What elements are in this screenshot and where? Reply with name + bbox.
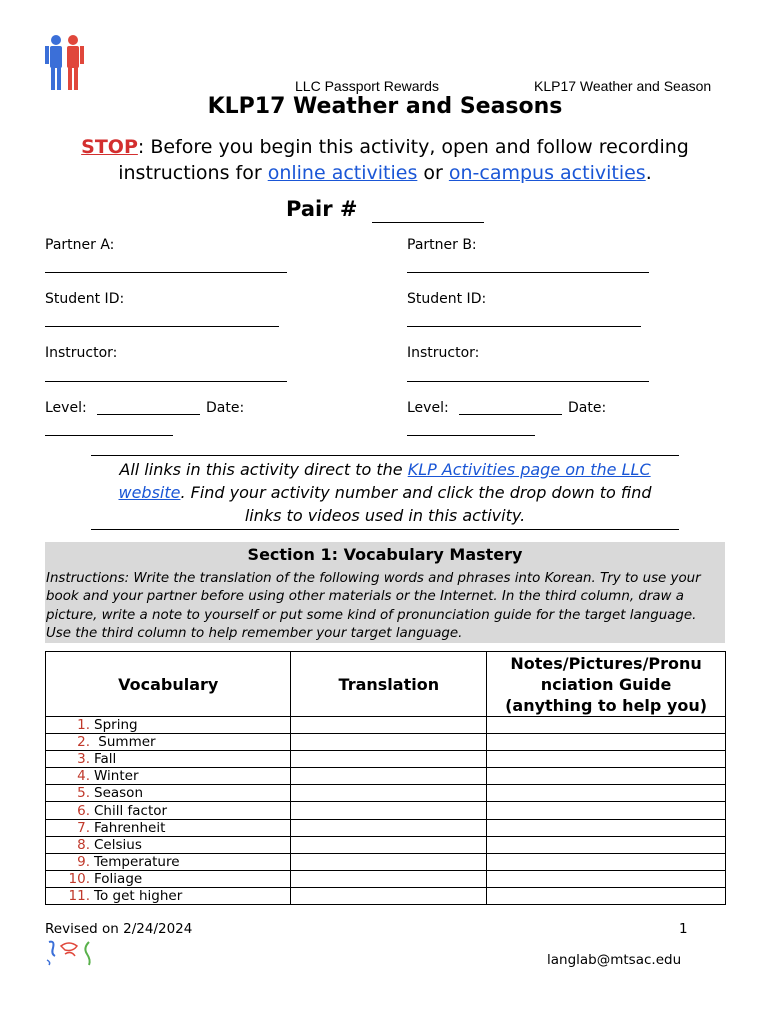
section-1-header	[45, 542, 725, 643]
table-row	[46, 785, 726, 802]
chat-bubbles-icon	[45, 938, 97, 966]
stop-or: or	[417, 162, 449, 184]
row-number: 2.	[77, 734, 90, 751]
translation-cell[interactable]	[291, 751, 487, 768]
translation-cell[interactable]	[291, 853, 487, 870]
translation-cell[interactable]	[291, 887, 487, 904]
translation-cell[interactable]	[291, 836, 487, 853]
col-header-notes: Notes/Pictures/Pronu nciation Guide (anything to help you)	[487, 652, 726, 717]
table-header-row	[46, 652, 726, 717]
table-row	[46, 734, 726, 751]
table-row	[46, 887, 726, 904]
partner-b-field[interactable]	[407, 272, 649, 273]
vocabulary-word: Spring	[94, 717, 138, 734]
translation-cell[interactable]	[291, 768, 487, 785]
stop-text-2: instructions for	[118, 162, 268, 184]
note-text-2: . Find your activity number and click the drop down to find	[180, 483, 652, 502]
stop-word: STOP	[81, 136, 138, 158]
partner-b-label: Partner B:	[407, 237, 477, 253]
student-id-a-label: Student ID:	[45, 291, 125, 307]
row-number: 6.	[77, 802, 90, 819]
vocabulary-cell	[46, 819, 291, 836]
translation-cell[interactable]	[291, 802, 487, 819]
vocabulary-cell	[46, 853, 291, 870]
col-header-vocabulary: Vocabulary	[46, 652, 291, 717]
level-b-field[interactable]	[459, 414, 562, 415]
online-activities-link[interactable]: online activities	[267, 162, 418, 184]
vocabulary-word: Summer	[94, 734, 156, 751]
row-number: 7.	[77, 819, 90, 836]
on-campus-activities-link[interactable]: on-campus activities	[448, 162, 646, 184]
translation-cell[interactable]	[291, 734, 487, 751]
lab-logo	[45, 938, 97, 966]
level-a-field[interactable]	[97, 414, 200, 415]
vocabulary-word: Fall	[94, 751, 117, 768]
vocabulary-table	[45, 651, 726, 905]
translation-cell[interactable]	[291, 870, 487, 887]
translation-cell[interactable]	[291, 819, 487, 836]
notes-cell[interactable]	[487, 717, 726, 734]
page-number: 1	[679, 921, 688, 937]
student-id-b-label: Student ID:	[407, 291, 487, 307]
vocabulary-cell	[46, 887, 291, 904]
instructor-b-label: Instructor:	[407, 345, 480, 361]
page-title: KLP17 Weather and Seasons	[207, 94, 563, 119]
vocabulary-word: Foliage	[94, 870, 143, 887]
vocabulary-word: Fahrenheit	[94, 819, 166, 836]
note-text-1: All links in this activity direct to the	[119, 460, 408, 479]
partner-a-label: Partner A:	[45, 237, 115, 253]
stop-line-2	[0, 160, 770, 186]
table-row	[46, 802, 726, 819]
table-row	[46, 819, 726, 836]
instructor-b-field[interactable]	[407, 381, 649, 382]
partner-a-field[interactable]	[45, 272, 287, 273]
vocabulary-cell	[46, 836, 291, 853]
instructor-a-label: Instructor:	[45, 345, 118, 361]
table-row	[46, 768, 726, 785]
pair-label: Pair #	[286, 197, 358, 221]
stop-end: .	[645, 162, 652, 184]
notes-cell[interactable]	[487, 853, 726, 870]
section-1-title: Section 1: Vocabulary Mastery	[247, 545, 523, 564]
col-header-translation: Translation	[291, 652, 487, 717]
note-text-3: links to videos used in this activity.	[244, 506, 526, 525]
section-1-instructions: Instructions: Write the translation of the following words and phrases into Korean. Try to use your book and your partner before using other materials or the Internet. In the third column, draw a picture, write a note to yourself or put some kind of pronunciation guide for the target language. Use the third column to help remember your target language.	[46, 571, 701, 641]
row-number: 3.	[77, 751, 90, 768]
table-row	[46, 751, 726, 768]
klp-activities-link[interactable]: KLP Activities page on the LLC	[407, 460, 651, 479]
row-number: 9.	[77, 853, 90, 870]
vocabulary-word: Celsius	[94, 836, 142, 853]
vocabulary-cell	[46, 717, 291, 734]
date-a-label: Date:	[206, 400, 245, 416]
vocabulary-cell	[46, 870, 291, 887]
row-number: 10.	[68, 870, 90, 887]
notes-cell[interactable]	[487, 836, 726, 853]
notes-cell[interactable]	[487, 751, 726, 768]
stop-text: : Before you begin this activity, open and follow recording	[137, 136, 689, 158]
klp-activities-link-cont[interactable]: website	[118, 483, 181, 502]
vocabulary-cell	[46, 751, 291, 768]
date-b-field[interactable]	[407, 435, 535, 436]
vocabulary-word: Season	[94, 785, 143, 802]
instructor-a-field[interactable]	[45, 381, 287, 382]
table-row	[46, 853, 726, 870]
header-right-label: KLP17 Weather and Season	[534, 78, 712, 94]
notes-cell[interactable]	[487, 887, 726, 904]
notes-cell[interactable]	[487, 734, 726, 751]
contact-email[interactable]: langlab@mtsac.edu	[547, 952, 682, 968]
translation-cell[interactable]	[291, 717, 487, 734]
stop-line-1	[0, 134, 770, 160]
row-number: 11.	[68, 887, 90, 904]
student-id-b-field[interactable]	[407, 326, 641, 327]
vocabulary-cell	[46, 802, 291, 819]
notes-cell[interactable]	[487, 870, 726, 887]
table-row	[46, 870, 726, 887]
notes-cell[interactable]	[487, 819, 726, 836]
student-id-a-field[interactable]	[45, 326, 279, 327]
row-number: 4.	[77, 768, 90, 785]
notes-cell[interactable]	[487, 768, 726, 785]
links-note	[91, 455, 679, 530]
revised-date: Revised on 2/24/2024	[45, 921, 193, 937]
date-a-field[interactable]	[45, 435, 173, 436]
vocabulary-cell	[46, 734, 291, 751]
llc-logo	[44, 34, 86, 92]
row-number: 5.	[77, 785, 90, 802]
vocabulary-word: Winter	[94, 768, 139, 785]
level-a-label: Level:	[45, 400, 87, 416]
vocabulary-word: Chill factor	[94, 802, 168, 819]
pair-number-field[interactable]	[372, 222, 484, 223]
vocabulary-cell	[46, 785, 291, 802]
vocabulary-word: Temperature	[94, 853, 180, 870]
date-b-label: Date:	[568, 400, 607, 416]
notes-cell[interactable]	[487, 802, 726, 819]
header-left-label: LLC Passport Rewards	[295, 78, 439, 94]
level-b-label: Level:	[407, 400, 449, 416]
vocabulary-cell	[46, 768, 291, 785]
vocabulary-word: To get higher	[94, 887, 183, 904]
table-row	[46, 717, 726, 734]
translation-cell[interactable]	[291, 785, 487, 802]
row-number: 8.	[77, 836, 90, 853]
table-row	[46, 836, 726, 853]
people-icon	[44, 34, 86, 92]
row-number: 1.	[77, 717, 90, 734]
notes-cell[interactable]	[487, 785, 726, 802]
